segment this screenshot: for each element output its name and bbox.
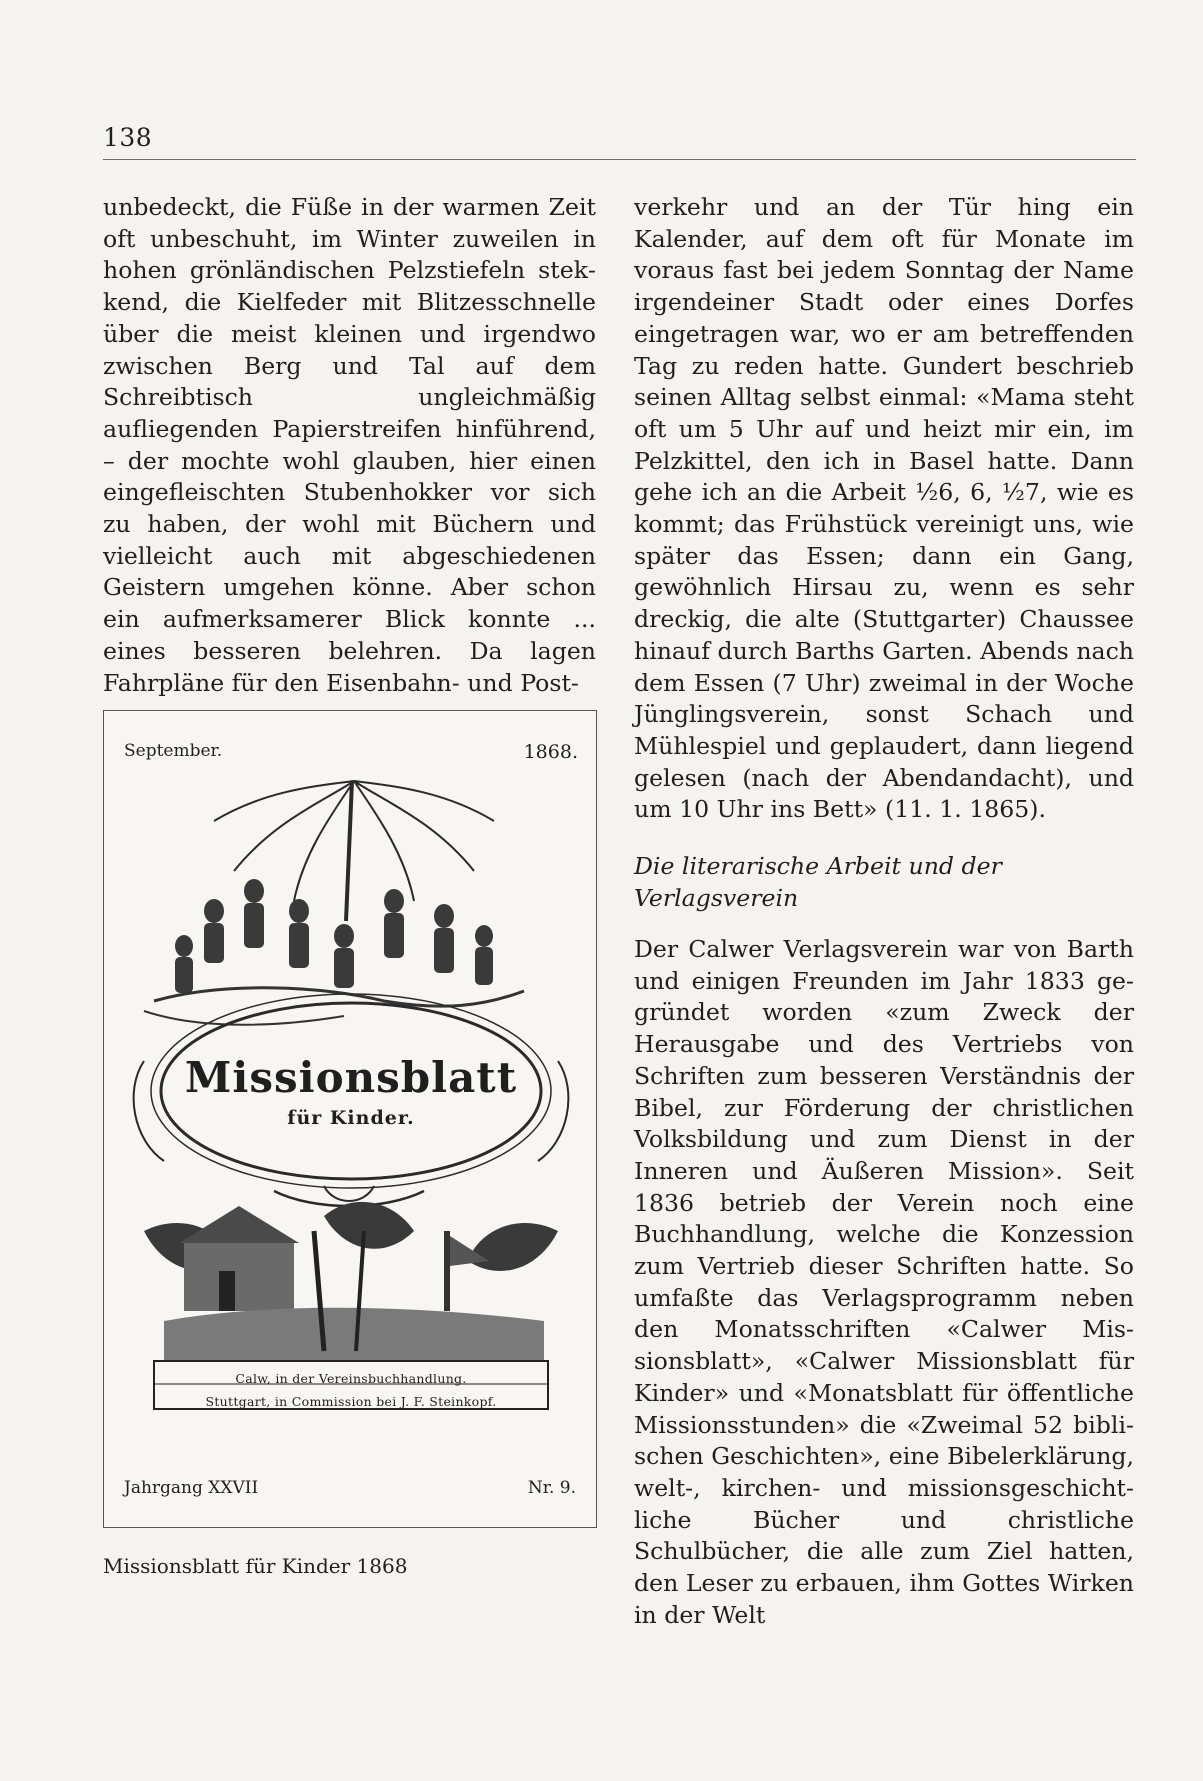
right-column-text-2: Der Calwer Verlagsverein war von Barth und einigen Freunden im Jahr 1833 gegründet worden «zum Zweck der Herausgabe und des Vertriebs von Schriften zum besseren Verständnis der Bibel, zur Förderung der christlichen Volksbildung und zum Dienst in der Inneren und Äußeren Mission». Seit 1836 betrieb der Verein noch eine Buchhandlung, welche die Konzession zum Vertrieb dieser Schriften hatte. So umfaßte das Verlagsprogramm neben den Monatsschriften «Calwer Missionsblatt», «Calwer Missionsblatt für Kinder» und «Monatsblatt für öffentliche Missionsstunden» die «Zweimal 52 biblischen Geschichten», eine Bibelerklärung, welt-, kirchen- und missionsgeschichtliche Bücher und christliche Schulbücher, die alle zum Ziel hatten, den Leser zu erbauen, ihm Gottes Wirken in der Welt — [634, 935, 1134, 1629]
figure-publisher-line2: Stuttgart, in Commission bei J. F. Steinkopf. — [205, 1394, 497, 1409]
right-column-text-1: verkehr und an der Tür hing ein Kalender, auf dem oft für Monate im voraus fast bei jedem Sonntag der Name irgendeiner Stadt oder eines Dorfes eingetragen war, wo er am betreffenden Tag zu reden hatte. Gundert beschrieb seinen Alltag selbst einmal: «Mama steht oft um 5 Uhr auf und heizt mir ein, im Pelzkittel, den ich in Basel hatte. Dann gehe ich an die Arbeit ½6, 6, ½7, wie es kommt; das Frühstück vereinigt uns, wie später das Essen; dann ein Gang, gewöhnlich Hirsau zu, wenn es sehr dreckig, die alte (Stuttgarter) Chaussee hinauf durch Barths Garten. Abends nach dem Essen (7 Uhr) zweimal in der Woche Jünglingsverein, sonst Schach und Mühlespiel und geplaudert, dann liegend gelesen (nach der Abendandacht), und um 10 Uhr ins Bett» (11. 1. 1865). — [634, 193, 1134, 824]
header-rule — [103, 159, 1136, 160]
missionsblatt-illustration — [103, 710, 597, 1528]
left-column-text: unbedeckt, die Füße in der warmen Zeit oft unbeschuht, im Winter zuweilen in hohen grönländischen Pelzstiefeln stekkend, die Kielfeder mit Blitzesschnelle über die meist kleinen und irgendwo zwischen Berg und Tal auf dem Schreibtisch ungleichmäßig aufliegenden Papierstreifen hinführend, – der mochte wohl glauben, hier einen eingefleischten Stubenhokker vor sich zu haben, der wohl mit Büchern und vielleicht auch mit abgeschiedenen Geistern umgehen könne. Aber schon ein aufmerksamerer Blick konnte ... eines besseren belehren. Da lagen Fahrpläne für den Eisenbahn- und Post- — [103, 193, 596, 697]
figure-caption: Missionsblatt für Kinder 1868 — [103, 1554, 408, 1578]
figure-issue-number: Nr. 9. — [527, 1478, 576, 1498]
section-heading — [634, 851, 1134, 914]
figure-volume: Jahrgang XXVII — [124, 1478, 259, 1498]
people-group-drawing — [175, 879, 493, 993]
figure-year: 1868. — [523, 741, 578, 763]
page-number: 138 — [103, 123, 153, 152]
figure-title: Missionsblatt — [184, 1053, 518, 1102]
right-column-bottom — [634, 934, 1134, 1631]
section-heading-line1: Die literarische Arbeit und der — [634, 852, 1002, 880]
figure-subtitle: für Kinder. — [287, 1107, 415, 1129]
section-heading-line2: Verlagsverein — [634, 883, 799, 912]
figure-publisher-line1: Calw, in der Vereinsbuchhandlung. — [235, 1371, 467, 1386]
left-column — [103, 192, 596, 699]
figure-month: September. — [124, 741, 223, 761]
right-column-top — [634, 192, 1134, 826]
